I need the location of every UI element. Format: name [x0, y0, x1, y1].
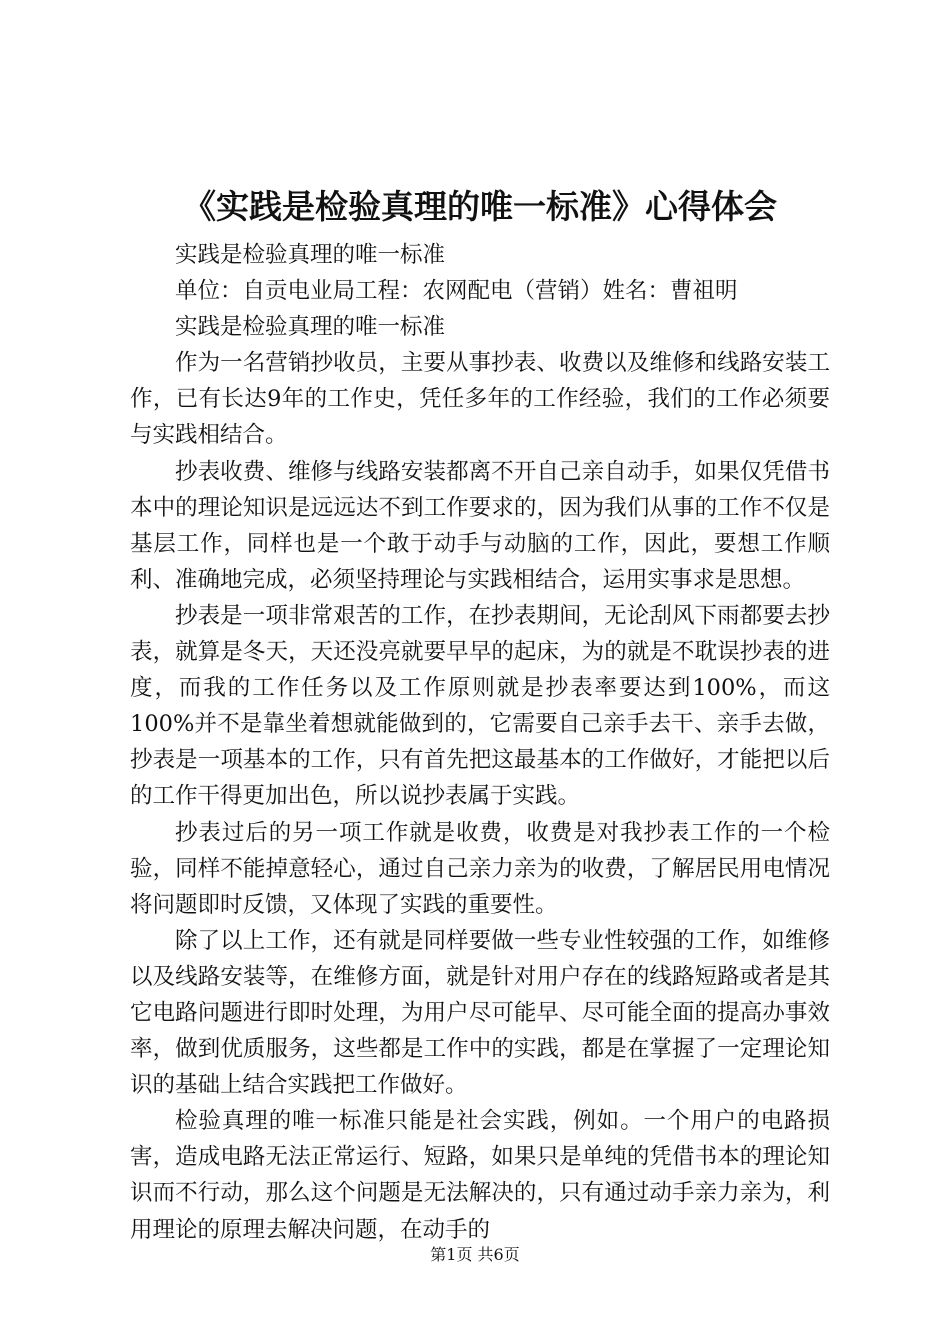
page-number-footer: 第1页 共6页 — [430, 1245, 520, 1264]
body-paragraph: 抄表是一项非常艰苦的工作，在抄表期间，无论刮风下雨都要去抄表，就算是冬天，天还没亮就要早早的起床，为的就是不耽误抄表的进度，而我的工作任务以及工作原则就是抄表率要达到100%，而这100%并不是靠坐着想就能做到的，它需要自己亲手去干、亲手去做，抄表是一项基本的工作，只有首先把这最基本的工作做好，才能把以后的工作干得更加出色，所以说抄表属于实践。 — [130, 602, 830, 810]
body-paragraph: 抄表收费、维修与线路安装都离不开自己亲自动手，如果仅凭借书本中的理论知识是远远达不到工作要求的，因为我们从事的工作不仅是基层工作，同样也是一个敢于动手与动脑的工作，因此，要想工作顺利、准确地完成，必须坚持理论与实践相结合，运用实事求是思想。 — [130, 458, 830, 593]
author-info-line: 单位：自贡电业局工程：农网配电（营销）姓名：曹祖明 — [175, 278, 738, 305]
body-paragraph: 作为一名营销抄收员，主要从事抄表、收费以及维修和线路安装工作，已有长达9年的工作史，凭任多年的工作经验，我们的工作必须要与实践相结合。 — [130, 350, 830, 449]
heading-line: 实践是检验真理的唯一标准 — [175, 314, 446, 341]
document-body — [130, 237, 830, 1248]
body-paragraph: 除了以上工作，还有就是同样要做一些专业性较强的工作，如维修以及线路安装等，在维修方面，就是针对用户存在的线路短路或者是其它电路问题进行即时处理，为用户尽可能早、尽可能全面的提高办事效率，做到优质服务，这些都是工作中的实践，都是在掌握了一定理论知识的基础上结合实践把工作做好。 — [130, 927, 830, 1099]
subtitle-line: 实践是检验真理的唯一标准 — [175, 242, 446, 268]
document-title: 《实践是检验真理的唯一标准》心得体会 — [183, 187, 777, 226]
body-paragraph: 抄表过后的另一项工作就是收费，收费是对我抄表工作的一个检验，同样不能掉意轻心，通过自己亲力亲为的收费，了解居民用电情况将问题即时反馈，又体现了实践的重要性。 — [130, 819, 830, 918]
body-paragraph: 检验真理的唯一标准只能是社会实践，例如。一个用户的电路损害，造成电路无法正常运行、短路，如果只是单纯的凭借书本的理论知识而不行动，那么这个问题是无法解决的，只有通过动手亲力亲为，利用理论的原理去解决问题，在动手的 — [130, 1108, 830, 1243]
